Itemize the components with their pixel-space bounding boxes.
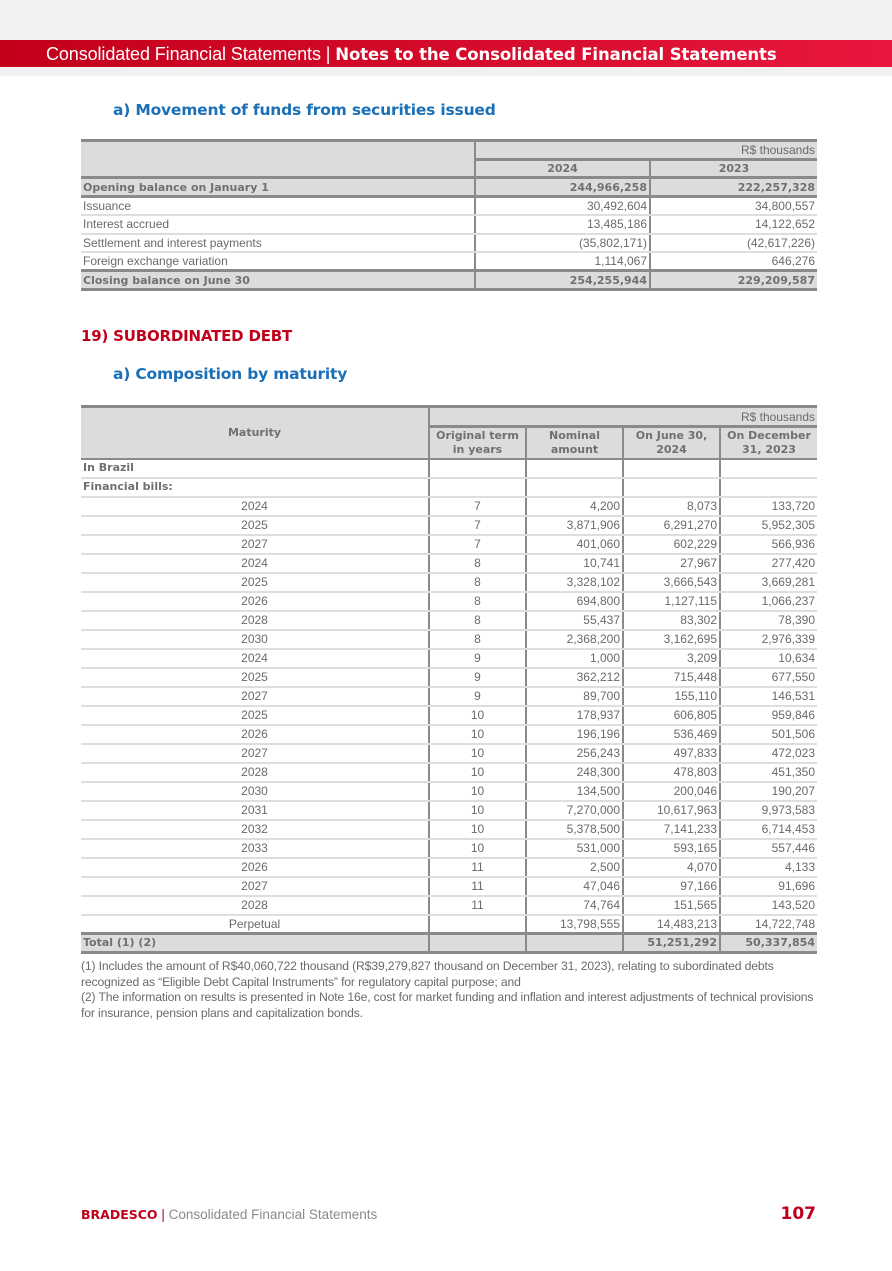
footnote-1: (1) Includes the amount of R$40,060,722 thousand (R$39,279,827 thousand on December 31, 2023), relating to subordinated debts recognized as “Eligible Debt Capital Instruments” for regulatory capital purpose; and [81,959,774,989]
table-row [81,535,817,554]
column-header-original-term [429,427,526,459]
empty-cell [429,934,526,953]
value-2023: 222,257,328 [650,178,817,197]
nominal-amount-cell: 2,500 [526,858,623,877]
empty-cell [623,459,720,478]
original-term-cell: 10 [429,820,526,839]
december-2023-cell: 3,669,281 [720,573,817,592]
empty-cell [720,459,817,478]
maturity-cell: 2026 [81,725,429,744]
header-title [46,43,777,66]
value-2024: 244,966,258 [475,178,650,197]
original-term-cell: 9 [429,649,526,668]
table-row [81,215,817,234]
december-2023-cell: 190,207 [720,782,817,801]
maturity-cell: 2028 [81,896,429,915]
value-2024: 254,255,944 [475,271,650,290]
original-term-cell: 10 [429,706,526,725]
footnotes [81,959,821,1021]
total-row [81,934,817,953]
table-row [81,725,817,744]
original-term-cell: 9 [429,687,526,706]
original-term-cell: 10 [429,725,526,744]
june-2024-cell: 497,833 [623,744,720,763]
december-2023-cell: 14,722,748 [720,915,817,934]
row-label: Issuance [81,197,475,216]
table-row [81,839,817,858]
value-2023: 646,276 [650,252,817,271]
june-2024-cell: 27,967 [623,554,720,573]
table-row [81,197,817,216]
footer-brand: BRADESCO [81,1207,158,1222]
empty-cell [526,459,623,478]
table-row [81,744,817,763]
nominal-amount-cell: 3,328,102 [526,573,623,592]
december-2023-cell: 566,936 [720,535,817,554]
june-2024-cell: 593,165 [623,839,720,858]
group-label: Financial bills: [81,478,429,497]
footer-separator: | [161,1207,165,1222]
nominal-amount-cell: 531,000 [526,839,623,858]
value-2023: (42,617,226) [650,234,817,253]
table-row [81,554,817,573]
maturity-cell: 2025 [81,706,429,725]
december-2023-cell: 501,506 [720,725,817,744]
nominal-amount-cell: 178,937 [526,706,623,725]
table-row [81,516,817,535]
original-term-cell: 8 [429,630,526,649]
original-term-cell [429,915,526,934]
table-row [81,573,817,592]
nominal-amount-cell: 248,300 [526,763,623,782]
june-2024-cell: 83,302 [623,611,720,630]
december-2023-cell: 91,696 [720,877,817,896]
nominal-amount-cell: 401,060 [526,535,623,554]
page-footer [81,1207,377,1222]
table-row [81,782,817,801]
maturity-cell: Perpetual [228,916,281,931]
original-term-cell: 11 [429,877,526,896]
nominal-amount-cell: 5,378,500 [526,820,623,839]
december-2023-cell: 6,714,453 [720,820,817,839]
value-2023: 229,209,587 [650,271,817,290]
june-2024-cell: 200,046 [623,782,720,801]
table-row [81,896,817,915]
section-19-title: 19) SUBORDINATED DEBT [81,327,293,345]
header-line: 31, 2023 [742,442,796,456]
table-row [81,252,817,271]
maturity-cell: 2026 [81,858,429,877]
december-2023-cell: 146,531 [720,687,817,706]
nominal-amount-cell: 134,500 [526,782,623,801]
page-number: 107 [780,1204,816,1224]
original-term-cell: 10 [429,782,526,801]
maturity-cell: 2032 [81,820,429,839]
header-subsection: Notes to the Consolidated Financial Statements [335,45,777,64]
nominal-amount-cell: 256,243 [526,744,623,763]
december-2023-cell: 472,023 [720,744,817,763]
maturity-cell: 2025 [81,668,429,687]
empty-cell [720,478,817,497]
nominal-amount-cell: 55,437 [526,611,623,630]
maturity-cell: 2028 [81,611,429,630]
table-row [81,497,817,516]
row-label: Interest accrued [81,215,475,234]
opening-balance-row [81,178,817,197]
june-2024-cell: 8,073 [623,497,720,516]
table-row [81,234,817,253]
header-line: Original term [436,428,519,442]
table-row [81,592,817,611]
june-2024-cell: 7,141,233 [623,820,720,839]
subordinated-debt-table [81,405,817,954]
maturity-cell: 2024 [81,649,429,668]
maturity-cell: 2024 [81,554,429,573]
footnote-2: (2) The information on results is presented in Note 16e, cost for market funding and inflation and interest adjustments of technical provisions for insurance, pension plans and capitalization bonds. [81,990,814,1020]
value-2023: 34,800,557 [650,197,817,216]
header-line: On June 30, [635,428,708,442]
column-header-december-2023 [720,427,817,459]
table-row [81,649,817,668]
nominal-amount-cell: 7,270,000 [526,801,623,820]
june-2024-cell: 3,666,543 [623,573,720,592]
table-row [81,668,817,687]
header-line: amount [550,442,599,456]
table-row [81,611,817,630]
nominal-amount-cell: 3,871,906 [526,516,623,535]
june-2024-cell: 3,162,695 [623,630,720,649]
maturity-cell: 2027 [81,687,429,706]
row-label: Opening balance on January 1 [81,178,475,197]
table-corner [81,141,475,178]
december-2023-cell: 2,976,339 [720,630,817,649]
header-line: in years [452,442,503,456]
maturity-cell: 2027 [81,535,429,554]
maturity-cell: 2030 [81,630,429,649]
header-banner [0,40,892,67]
original-term-cell: 10 [429,744,526,763]
june-2024-cell: 6,291,270 [623,516,720,535]
maturity-cell: 2033 [81,839,429,858]
column-header-nominal-amount [526,427,623,459]
maturity-cell: 2026 [81,592,429,611]
total-label: Total (1) (2) [81,934,429,953]
june-2024-cell: 4,070 [623,858,720,877]
units-label: R$ thousands [429,407,817,427]
debt-rows [81,497,817,934]
closing-balance-row [81,271,817,290]
section-a-movement-title: a) Movement of funds from securities issued [113,101,496,119]
movement-of-funds-table [81,139,817,291]
table-row [81,687,817,706]
june-2024-cell: 3,209 [623,649,720,668]
june-2024-cell: 97,166 [623,877,720,896]
column-header-2023: 2023 [650,160,817,178]
original-term-cell: 8 [429,592,526,611]
nominal-amount-cell: 2,368,200 [526,630,623,649]
december-2023-cell: 4,133 [720,858,817,877]
december-2023-cell: 557,446 [720,839,817,858]
original-term-cell: 7 [429,497,526,516]
table-row [81,858,817,877]
empty-cell [526,478,623,497]
december-2023-cell: 277,420 [720,554,817,573]
original-term-cell: 10 [429,801,526,820]
original-term-cell: 9 [429,668,526,687]
maturity-cell: 2027 [81,744,429,763]
december-2023-cell: 677,550 [720,668,817,687]
original-term-cell: 11 [429,858,526,877]
nominal-amount-cell: 1,000 [526,649,623,668]
maturity-cell: 2027 [81,877,429,896]
table-row [81,915,817,934]
december-2023-cell: 9,973,583 [720,801,817,820]
june-2024-cell: 602,229 [623,535,720,554]
group-row-in-brazil [81,459,817,478]
table-row [81,630,817,649]
june-2024-cell: 478,803 [623,763,720,782]
nominal-amount-cell: 47,046 [526,877,623,896]
nominal-amount-cell: 13,798,555 [526,915,623,934]
section-a-composition-title: a) Composition by maturity [113,365,348,383]
value-2024: 1,114,067 [475,252,650,271]
june-2024-cell: 10,617,963 [623,801,720,820]
original-term-cell: 8 [429,573,526,592]
group-row-financial-bills [81,478,817,497]
june-2024-cell: 155,110 [623,687,720,706]
row-label: Foreign exchange variation [83,254,228,268]
header-line: On December [727,428,811,442]
empty-cell [526,934,623,953]
original-term-cell: 7 [429,535,526,554]
footer-text: Consolidated Financial Statements [168,1207,378,1222]
december-2023-cell: 1,066,237 [720,592,817,611]
december-2023-cell: 10,634 [720,649,817,668]
nominal-amount-cell: 10,741 [526,554,623,573]
table-row [81,763,817,782]
maturity-cell: 2024 [81,497,429,516]
december-2023-cell: 78,390 [720,611,817,630]
nominal-amount-cell: 89,700 [526,687,623,706]
column-header-2024: 2024 [475,160,650,178]
header-line: Nominal [548,428,601,442]
maturity-cell: 2031 [81,801,429,820]
nominal-amount-cell: 196,196 [526,725,623,744]
empty-cell [623,478,720,497]
june-2024-cell: 606,805 [623,706,720,725]
june-2024-cell: 14,483,213 [623,915,720,934]
empty-cell [429,478,526,497]
original-term-cell: 11 [429,896,526,915]
value-2024: 30,492,604 [475,197,650,216]
units-label: R$ thousands [475,141,817,160]
value-2023: 14,122,652 [650,215,817,234]
table-row [81,820,817,839]
june-2024-cell: 1,127,115 [623,592,720,611]
june-2024-cell: 151,565 [623,896,720,915]
nominal-amount-cell: 694,800 [526,592,623,611]
value-2024: (35,802,171) [475,234,650,253]
column-header-june-2024 [623,427,720,459]
total-june-2024: 51,251,292 [623,934,720,953]
total-december-2023: 50,337,854 [720,934,817,953]
row-label: Settlement and interest payments [81,234,475,253]
row-label: Closing balance on June 30 [81,271,475,290]
column-header-maturity: Maturity [81,407,429,459]
empty-cell [429,459,526,478]
maturity-cell: 2028 [81,763,429,782]
june-2024-cell: 536,469 [623,725,720,744]
original-term-cell: 10 [429,763,526,782]
december-2023-cell: 5,952,305 [720,516,817,535]
nominal-amount-cell: 362,212 [526,668,623,687]
maturity-cell: 2025 [81,573,429,592]
december-2023-cell: 133,720 [720,497,817,516]
june-2024-cell: 715,448 [623,668,720,687]
table-row [81,801,817,820]
original-term-cell: 8 [429,554,526,573]
table-row [81,706,817,725]
december-2023-cell: 959,846 [720,706,817,725]
december-2023-cell: 451,350 [720,763,817,782]
maturity-cell: 2030 [81,782,429,801]
original-term-cell: 10 [429,839,526,858]
maturity-cell: 2025 [81,516,429,535]
header-line: 2024 [656,442,687,456]
december-2023-cell: 143,520 [720,896,817,915]
table-row [81,877,817,896]
header-section: Consolidated Financial Statements [46,44,321,64]
header-separator: | [325,44,331,64]
nominal-amount-cell: 4,200 [526,497,623,516]
original-term-cell: 7 [429,516,526,535]
group-label: In Brazil [81,459,429,478]
nominal-amount-cell: 74,764 [526,896,623,915]
value-2024: 13,485,186 [475,215,650,234]
original-term-cell: 8 [429,611,526,630]
